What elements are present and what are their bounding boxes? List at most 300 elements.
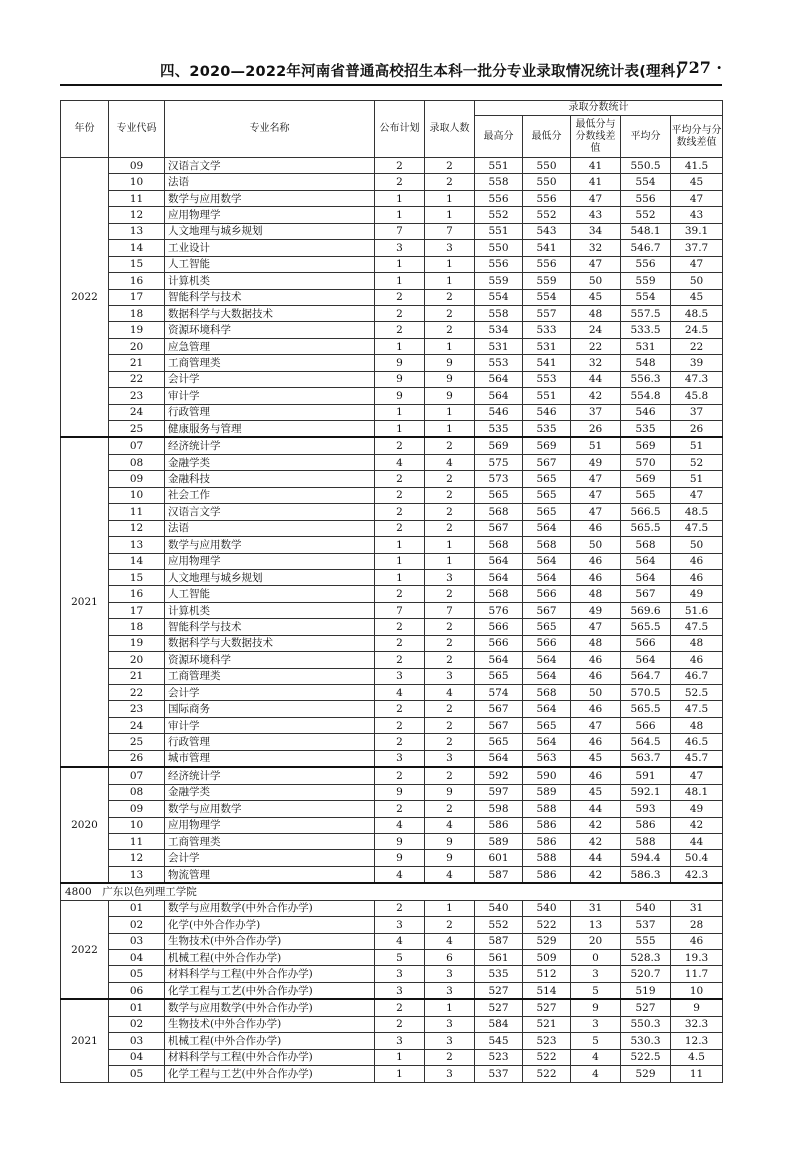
avg-diff-cell: 46.5 [671, 734, 723, 750]
min-cell: 564 [523, 701, 571, 717]
plan-cell: 2 [375, 504, 425, 520]
avg-cell: 546 [621, 404, 671, 420]
max-cell: 586 [475, 817, 523, 833]
min-cell: 523 [523, 1033, 571, 1049]
code-cell: 21 [109, 355, 165, 371]
min-diff-cell: 47 [571, 504, 621, 520]
name-cell: 应用物理学 [165, 553, 375, 569]
max-cell: 535 [475, 966, 523, 982]
avg-cell: 567 [621, 586, 671, 602]
name-cell: 汉语言文学 [165, 158, 375, 174]
max-cell: 554 [475, 289, 523, 305]
table-row [61, 553, 723, 569]
plan-cell: 2 [375, 1016, 425, 1032]
min-diff-cell: 4 [571, 1066, 621, 1082]
max-cell: 568 [475, 537, 523, 553]
table-row [61, 158, 723, 174]
plan-cell: 2 [375, 900, 425, 916]
max-cell: 564 [475, 371, 523, 387]
min-cell: 512 [523, 966, 571, 982]
plan-cell: 1 [375, 207, 425, 223]
plan-cell: 3 [375, 966, 425, 982]
avg-cell: 554.8 [621, 388, 671, 404]
avg-diff-cell: 46 [671, 553, 723, 569]
min-cell: 509 [523, 950, 571, 966]
table-row [61, 866, 723, 883]
table-row [61, 537, 723, 553]
admitted-cell: 9 [425, 371, 475, 387]
code-cell: 11 [109, 504, 165, 520]
max-cell: 523 [475, 1049, 523, 1065]
avg-cell: 564 [621, 553, 671, 569]
min-cell: 586 [523, 866, 571, 883]
min-diff-cell: 46 [571, 520, 621, 536]
avg-cell: 528.3 [621, 950, 671, 966]
name-cell: 健康服务与管理 [165, 421, 375, 438]
min-cell: 564 [523, 668, 571, 684]
min-diff-cell: 49 [571, 454, 621, 470]
admitted-cell: 1 [425, 900, 475, 916]
code-cell: 16 [109, 273, 165, 289]
min-diff-cell: 44 [571, 850, 621, 866]
code-cell: 11 [109, 833, 165, 849]
name-cell: 化学工程与工艺(中外合作办学) [165, 1066, 375, 1082]
max-cell: 584 [475, 1016, 523, 1032]
name-cell: 汉语言文学 [165, 504, 375, 520]
table-row [61, 207, 723, 223]
min-cell: 556 [523, 190, 571, 206]
min-diff-cell: 31 [571, 900, 621, 916]
min-cell: 554 [523, 289, 571, 305]
admitted-cell: 3 [425, 1016, 475, 1032]
min-diff-cell: 3 [571, 1016, 621, 1032]
admitted-cell: 1 [425, 421, 475, 438]
plan-cell: 9 [375, 833, 425, 849]
name-cell: 工商管理类 [165, 833, 375, 849]
avg-cell: 564 [621, 652, 671, 668]
avg-cell: 566 [621, 717, 671, 733]
table-row [61, 734, 723, 750]
code-cell: 03 [109, 1033, 165, 1049]
plan-cell: 2 [375, 289, 425, 305]
min-cell: 541 [523, 240, 571, 256]
min-diff-cell: 20 [571, 933, 621, 949]
plan-cell: 2 [375, 471, 425, 487]
year-cell: 2022 [61, 900, 109, 999]
table-row [61, 504, 723, 520]
avg-diff-cell: 52.5 [671, 685, 723, 701]
max-cell: 531 [475, 338, 523, 354]
max-cell: 574 [475, 685, 523, 701]
avg-diff-cell: 24.5 [671, 322, 723, 338]
school-group-row [61, 883, 723, 900]
min-diff-cell: 50 [571, 273, 621, 289]
avg-diff-cell: 47 [671, 487, 723, 503]
min-diff-cell: 47 [571, 256, 621, 272]
admitted-cell: 2 [425, 652, 475, 668]
avg-cell: 565 [621, 487, 671, 503]
min-cell: 565 [523, 619, 571, 635]
min-cell: 565 [523, 487, 571, 503]
plan-cell: 9 [375, 355, 425, 371]
min-cell: 550 [523, 158, 571, 174]
avg-diff-cell: 52 [671, 454, 723, 470]
name-cell: 会计学 [165, 685, 375, 701]
max-cell: 550 [475, 240, 523, 256]
min-diff-cell: 41 [571, 174, 621, 190]
min-cell: 535 [523, 421, 571, 438]
avg-diff-cell: 4.5 [671, 1049, 723, 1065]
col-code: 专业代码 [109, 101, 165, 158]
avg-cell: 537 [621, 917, 671, 933]
table-row [61, 668, 723, 684]
avg-cell: 535 [621, 421, 671, 438]
min-cell: 553 [523, 371, 571, 387]
max-cell: 565 [475, 668, 523, 684]
code-cell: 04 [109, 1049, 165, 1065]
avg-cell: 522.5 [621, 1049, 671, 1065]
avg-cell: 557.5 [621, 305, 671, 321]
table-row [61, 982, 723, 999]
table-row [61, 933, 723, 949]
code-cell: 19 [109, 322, 165, 338]
avg-diff-cell: 44 [671, 833, 723, 849]
table-row [61, 454, 723, 470]
table-row [61, 471, 723, 487]
name-cell: 资源环境科学 [165, 652, 375, 668]
avg-diff-cell: 28 [671, 917, 723, 933]
code-cell: 09 [109, 801, 165, 817]
avg-cell: 550.3 [621, 1016, 671, 1032]
name-cell: 社会工作 [165, 487, 375, 503]
avg-cell: 570.5 [621, 685, 671, 701]
name-cell: 物流管理 [165, 866, 375, 883]
min-diff-cell: 0 [571, 950, 621, 966]
avg-diff-cell: 49 [671, 801, 723, 817]
min-diff-cell: 47 [571, 717, 621, 733]
table-row [61, 487, 723, 503]
avg-diff-cell: 48.5 [671, 305, 723, 321]
table-row [61, 437, 723, 454]
min-diff-cell: 45 [571, 784, 621, 800]
plan-cell: 2 [375, 635, 425, 651]
admitted-cell: 3 [425, 1033, 475, 1049]
min-cell: 588 [523, 850, 571, 866]
code-cell: 01 [109, 900, 165, 916]
min-cell: 546 [523, 404, 571, 420]
code-cell: 12 [109, 520, 165, 536]
min-cell: 543 [523, 223, 571, 239]
min-diff-cell: 34 [571, 223, 621, 239]
max-cell: 551 [475, 223, 523, 239]
name-cell: 行政管理 [165, 404, 375, 420]
code-cell: 16 [109, 586, 165, 602]
name-cell: 数学与应用数学 [165, 537, 375, 553]
min-diff-cell: 26 [571, 421, 621, 438]
avg-diff-cell: 50.4 [671, 850, 723, 866]
min-cell: 564 [523, 652, 571, 668]
avg-diff-cell: 47.5 [671, 701, 723, 717]
name-cell: 会计学 [165, 371, 375, 387]
min-cell: 564 [523, 734, 571, 750]
plan-cell: 1 [375, 404, 425, 420]
max-cell: 552 [475, 207, 523, 223]
admitted-cell: 9 [425, 388, 475, 404]
code-cell: 11 [109, 190, 165, 206]
admitted-cell: 3 [425, 750, 475, 767]
name-cell: 行政管理 [165, 734, 375, 750]
avg-cell: 546.7 [621, 240, 671, 256]
plan-cell: 9 [375, 388, 425, 404]
admitted-cell: 2 [425, 471, 475, 487]
min-diff-cell: 45 [571, 289, 621, 305]
table-row [61, 240, 723, 256]
max-cell: 567 [475, 717, 523, 733]
avg-diff-cell: 41.5 [671, 158, 723, 174]
admitted-cell: 2 [425, 917, 475, 933]
min-cell: 552 [523, 207, 571, 223]
table-row [61, 685, 723, 701]
plan-cell: 2 [375, 801, 425, 817]
plan-cell: 2 [375, 174, 425, 190]
avg-diff-cell: 45 [671, 174, 723, 190]
avg-diff-cell: 50 [671, 537, 723, 553]
avg-diff-cell: 45.7 [671, 750, 723, 767]
avg-diff-cell: 48.5 [671, 504, 723, 520]
name-cell: 智能科学与技术 [165, 619, 375, 635]
avg-diff-cell: 45 [671, 289, 723, 305]
avg-cell: 550.5 [621, 158, 671, 174]
code-cell: 02 [109, 1016, 165, 1032]
min-cell: 590 [523, 767, 571, 784]
avg-diff-cell: 51 [671, 437, 723, 454]
code-cell: 13 [109, 866, 165, 883]
min-diff-cell: 49 [571, 602, 621, 618]
avg-cell: 569 [621, 471, 671, 487]
code-cell: 07 [109, 437, 165, 454]
name-cell: 工商管理类 [165, 355, 375, 371]
avg-cell: 520.7 [621, 966, 671, 982]
avg-cell: 565.5 [621, 619, 671, 635]
table-row [61, 1016, 723, 1032]
code-cell: 20 [109, 652, 165, 668]
admitted-cell: 9 [425, 355, 475, 371]
code-cell: 09 [109, 158, 165, 174]
admitted-cell: 1 [425, 207, 475, 223]
table-row [61, 322, 723, 338]
min-diff-cell: 45 [571, 750, 621, 767]
plan-cell: 1 [375, 569, 425, 585]
code-cell: 17 [109, 289, 165, 305]
code-cell: 03 [109, 933, 165, 949]
avg-cell: 529 [621, 1066, 671, 1082]
avg-diff-cell: 31 [671, 900, 723, 916]
max-cell: 587 [475, 866, 523, 883]
avg-cell: 531 [621, 338, 671, 354]
plan-cell: 4 [375, 454, 425, 470]
name-cell: 材料科学与工程(中外合作办学) [165, 1049, 375, 1065]
min-cell: 566 [523, 635, 571, 651]
min-diff-cell: 48 [571, 635, 621, 651]
name-cell: 生物技术(中外合作办学) [165, 1016, 375, 1032]
admitted-cell: 3 [425, 966, 475, 982]
code-cell: 26 [109, 750, 165, 767]
max-cell: 567 [475, 520, 523, 536]
admitted-cell: 1 [425, 190, 475, 206]
min-diff-cell: 3 [571, 966, 621, 982]
plan-cell: 1 [375, 273, 425, 289]
header-rule [60, 84, 722, 86]
min-diff-cell: 50 [571, 685, 621, 701]
max-cell: 564 [475, 652, 523, 668]
avg-diff-cell: 37.7 [671, 240, 723, 256]
avg-cell: 564.7 [621, 668, 671, 684]
max-cell: 559 [475, 273, 523, 289]
name-cell: 法语 [165, 520, 375, 536]
table-row [61, 767, 723, 784]
code-cell: 19 [109, 635, 165, 651]
max-cell: 564 [475, 569, 523, 585]
avg-diff-cell: 51.6 [671, 602, 723, 618]
min-diff-cell: 46 [571, 668, 621, 684]
table-row [61, 569, 723, 585]
plan-cell: 3 [375, 750, 425, 767]
col-max: 最高分 [475, 116, 523, 158]
max-cell: 597 [475, 784, 523, 800]
table-row [61, 817, 723, 833]
min-diff-cell: 32 [571, 240, 621, 256]
min-diff-cell: 46 [571, 767, 621, 784]
name-cell: 审计学 [165, 388, 375, 404]
admission-table [60, 100, 723, 1083]
min-diff-cell: 46 [571, 652, 621, 668]
min-diff-cell: 46 [571, 569, 621, 585]
min-diff-cell: 32 [571, 355, 621, 371]
code-cell: 15 [109, 256, 165, 272]
admitted-cell: 1 [425, 999, 475, 1016]
avg-diff-cell: 46 [671, 569, 723, 585]
min-cell: 564 [523, 569, 571, 585]
plan-cell: 3 [375, 1033, 425, 1049]
table-row [61, 520, 723, 536]
school-name: 4800 广东以色列理工学院 [61, 883, 723, 900]
plan-cell: 7 [375, 602, 425, 618]
table-row [61, 256, 723, 272]
admitted-cell: 1 [425, 256, 475, 272]
avg-cell: 554 [621, 289, 671, 305]
code-cell: 13 [109, 223, 165, 239]
max-cell: 537 [475, 1066, 523, 1082]
max-cell: 535 [475, 421, 523, 438]
name-cell: 金融学类 [165, 454, 375, 470]
code-cell: 08 [109, 784, 165, 800]
col-plan: 公布计划 [375, 101, 425, 158]
plan-cell: 3 [375, 917, 425, 933]
admitted-cell: 1 [425, 553, 475, 569]
table-row [61, 586, 723, 602]
plan-cell: 9 [375, 784, 425, 800]
col-min-diff: 最低分与分数线差值 [571, 116, 621, 158]
min-cell: 521 [523, 1016, 571, 1032]
min-cell: 556 [523, 256, 571, 272]
avg-cell: 588 [621, 833, 671, 849]
avg-diff-cell: 46.7 [671, 668, 723, 684]
avg-diff-cell: 22 [671, 338, 723, 354]
min-cell: 586 [523, 817, 571, 833]
code-cell: 13 [109, 537, 165, 553]
code-cell: 09 [109, 471, 165, 487]
avg-diff-cell: 12.3 [671, 1033, 723, 1049]
name-cell: 金融科技 [165, 471, 375, 487]
name-cell: 国际商务 [165, 701, 375, 717]
admitted-cell: 1 [425, 404, 475, 420]
code-cell: 23 [109, 388, 165, 404]
code-cell: 01 [109, 999, 165, 1016]
name-cell: 经济统计学 [165, 437, 375, 454]
min-diff-cell: 46 [571, 734, 621, 750]
code-cell: 05 [109, 966, 165, 982]
plan-cell: 2 [375, 734, 425, 750]
code-cell: 18 [109, 305, 165, 321]
name-cell: 化学工程与工艺(中外合作办学) [165, 982, 375, 999]
plan-cell: 2 [375, 652, 425, 668]
min-cell: 564 [523, 553, 571, 569]
min-diff-cell: 47 [571, 471, 621, 487]
plan-cell: 1 [375, 1049, 425, 1065]
min-cell: 566 [523, 586, 571, 602]
code-cell: 12 [109, 207, 165, 223]
plan-cell: 2 [375, 619, 425, 635]
admitted-cell: 4 [425, 933, 475, 949]
plan-cell: 2 [375, 305, 425, 321]
name-cell: 机械工程(中外合作办学) [165, 950, 375, 966]
table-row [61, 174, 723, 190]
plan-cell: 2 [375, 520, 425, 536]
plan-cell: 1 [375, 421, 425, 438]
admitted-cell: 1 [425, 273, 475, 289]
table-row [61, 289, 723, 305]
avg-cell: 565.5 [621, 520, 671, 536]
avg-diff-cell: 46 [671, 652, 723, 668]
admitted-cell: 2 [425, 619, 475, 635]
max-cell: 556 [475, 256, 523, 272]
name-cell: 资源环境科学 [165, 322, 375, 338]
max-cell: 565 [475, 734, 523, 750]
admitted-cell: 2 [425, 1049, 475, 1065]
max-cell: 527 [475, 999, 523, 1016]
avg-cell: 554 [621, 174, 671, 190]
plan-cell: 2 [375, 158, 425, 174]
table-row [61, 619, 723, 635]
name-cell: 人文地理与城乡规划 [165, 223, 375, 239]
min-diff-cell: 47 [571, 190, 621, 206]
min-diff-cell: 43 [571, 207, 621, 223]
avg-diff-cell: 46 [671, 933, 723, 949]
min-cell: 522 [523, 917, 571, 933]
name-cell: 人文地理与城乡规划 [165, 569, 375, 585]
name-cell: 人工智能 [165, 256, 375, 272]
min-cell: 565 [523, 504, 571, 520]
plan-cell: 1 [375, 537, 425, 553]
table-row [61, 750, 723, 767]
avg-diff-cell: 48 [671, 717, 723, 733]
table-row [61, 421, 723, 438]
admitted-cell: 2 [425, 767, 475, 784]
max-cell: 558 [475, 305, 523, 321]
admitted-cell: 2 [425, 520, 475, 536]
max-cell: 534 [475, 322, 523, 338]
plan-cell: 1 [375, 256, 425, 272]
